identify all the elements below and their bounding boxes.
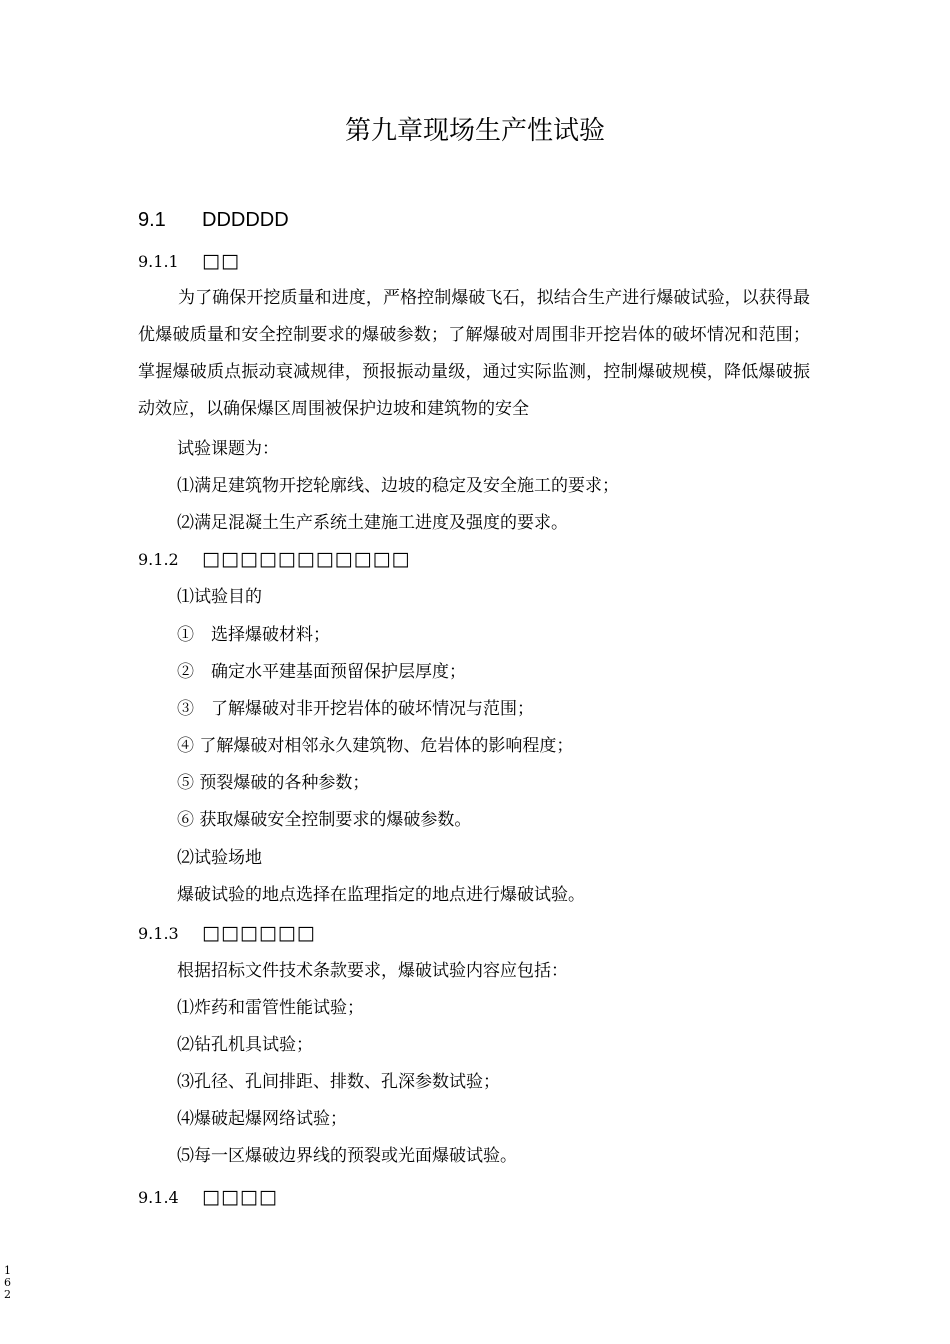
intro-paragraph: 为了确保开挖质量和进度，严格控制爆破飞石，拟结合生产进行爆破试验，以获得最优爆破质量和安全控制要求的爆破参数；了解爆破对周围非开挖岩体的破坏情况和范围；掌握爆破质点振动衰减规律，预报振动量级，通过实际监测，控制爆破规模，降低爆破振动效应，以确保爆区周围被保护边坡和建筑物的安全 — [138, 288, 810, 419]
subsection-heading-9-1-4 — [138, 1186, 278, 1209]
subject-item: ⑴满足建筑物开挖轮廓线、边坡的稳定及安全施工的要求； — [177, 476, 619, 496]
purpose-item: ① 选择爆破材料； — [177, 625, 330, 645]
purpose-item: ④ 了解爆破对相邻永久建筑物、危岩体的影响程度； — [177, 736, 574, 756]
content-intro: 根据招标文件技术条款要求，爆破试验内容应包括： — [177, 961, 568, 981]
site-text: 爆破试验的地点选择在监理指定的地点进行爆破试验。 — [177, 885, 585, 905]
page-number-digit: 1 — [4, 1264, 11, 1277]
page-number-digit: 6 — [4, 1276, 11, 1289]
content-item: ⑴炸药和雷管性能试验； — [177, 998, 364, 1018]
section-number: 9.1 — [138, 209, 166, 231]
subsection-title: □□ — [202, 250, 240, 272]
content-item: ⑷爆破起爆网络试验； — [177, 1109, 347, 1129]
subsection-number: 9.1.1 — [138, 252, 179, 271]
content-item: ⑸每一区爆破边界线的预裂或光面爆破试验。 — [177, 1146, 517, 1166]
subsection-number: 9.1.4 — [138, 1188, 179, 1207]
purpose-label: ⑴试验目的 — [177, 587, 262, 607]
subsection-title: □□□□□□ — [202, 922, 316, 944]
content-item: ⑶孔径、孔间排距、排数、孔深参数试验； — [177, 1072, 500, 1092]
purpose-item: ⑥ 获取爆破安全控制要求的爆破参数。 — [177, 810, 472, 830]
purpose-item: ③ 了解爆破对非开挖岩体的破坏情况与范围； — [177, 699, 534, 719]
purpose-item: ② 确定水平建基面预留保护层厚度； — [177, 662, 466, 682]
section-title: DDDDDD — [202, 209, 289, 231]
subsection-heading-9-1-1 — [138, 250, 240, 273]
subsection-number: 9.1.3 — [138, 924, 179, 943]
chapter-title: 第九章现场生产性试验 — [344, 116, 605, 146]
subsection-number: 9.1.2 — [138, 550, 179, 569]
subsection-heading-9-1-2 — [138, 548, 410, 571]
site-label: ⑵试验场地 — [177, 848, 262, 868]
subsection-title: □□□□□□□□□□□ — [202, 548, 411, 570]
subsection-heading-9-1-3 — [138, 922, 316, 945]
section-heading-9-1 — [138, 208, 289, 232]
subject-intro: 试验课题为： — [177, 439, 279, 459]
purpose-item: ⑤ 预裂爆破的各种参数； — [177, 773, 370, 793]
subject-item: ⑵满足混凝土生产系统土建施工进度及强度的要求。 — [177, 513, 568, 533]
page-number — [4, 1265, 16, 1301]
content-item: ⑵钻孔机具试验； — [177, 1035, 313, 1055]
subsection-title: □□□□ — [202, 1186, 278, 1208]
page-number-digit: 2 — [4, 1288, 11, 1301]
